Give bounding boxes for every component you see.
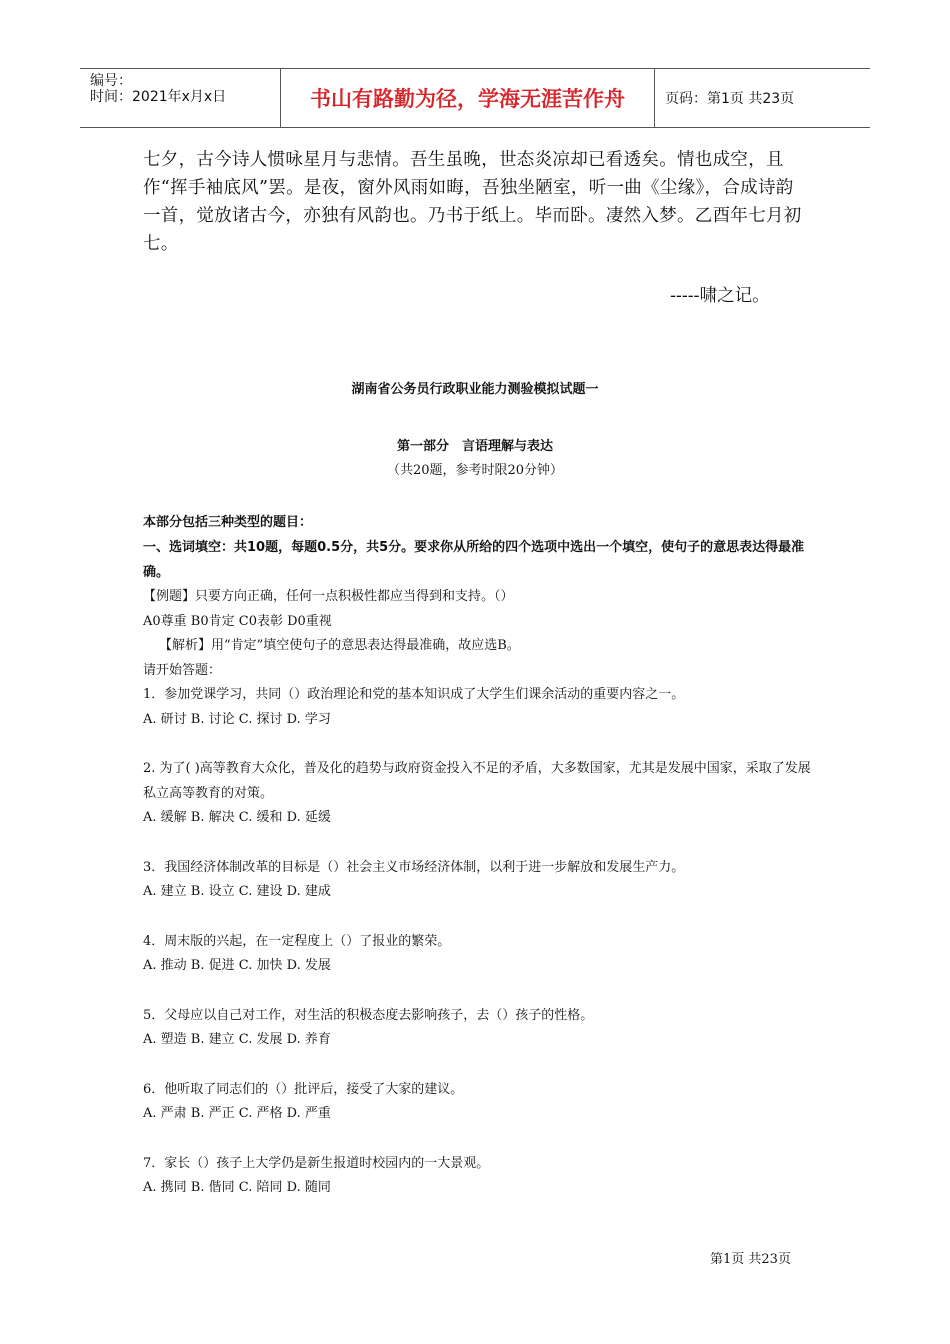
question-options: A. 严肃 B. 严正 C. 严格 D. 严重 — [143, 1106, 331, 1121]
example-analysis: 【解析】用“肯定”填空使句子的意思表达得最准确，故应选B。 — [159, 638, 520, 653]
part-time-note: （共20题，参考时限20分钟） — [386, 463, 564, 478]
question-options: A. 建立 B. 设立 C. 建设 D. 建成 — [143, 884, 331, 899]
question-stem: 3．我国经济体制改革的目标是（）社会主义市场经济体制，以利于进一步解放和发展生产力。 — [143, 859, 685, 875]
document-date-label: 时间：2021年x月x日 — [90, 89, 227, 105]
example-options: A0尊重 B0肯定 C0表彰 D0重视 — [143, 613, 332, 629]
header-page-number: 页码：第1页 共23页 — [665, 91, 795, 107]
question-stem: 4．周末版的兴起，在一定程度上（）了报业的繁荣。 — [143, 933, 451, 949]
intro-paragraph: 七夕，古今诗人惯咏星月与悲情。吾生虽晚，世态炎凉却已看透矣。情也成空，且作“挥手袖底风”罢。是夜，窗外风雨如晦，吾独坐陋室，听一曲《尘缘》，合成诗韵一首，觉放诸古今，亦独有风韵也。乃书于纸上。毕而卧。凄然入梦。乙酉年七月初七。 — [143, 150, 802, 254]
intro-signature: -----啸之记。 — [670, 286, 770, 306]
question-options: A. 缓解 B. 解决 C. 缓和 D. 延缓 — [143, 810, 331, 825]
part-heading: 第一部分 言语理解与表达 — [396, 439, 553, 454]
question-options: A. 推动 B. 促进 C. 加快 D. 发展 — [143, 958, 331, 973]
section-instruction: 一、选词填空：共10题，每题0.5分，共5分。要求你从所给的四个选项中选出一个填空，使句子的意思表达得最准确。 — [143, 540, 805, 580]
start-prompt: 请开始答题： — [143, 662, 222, 678]
question-stem: 1．参加党课学习，共同（）政治理论和党的基本知识成了大学生们课余活动的重要内容之一。 — [143, 687, 685, 702]
intro-passage — [143, 146, 811, 258]
example-stem: 【例题】只要方向正确，任何一点积极性都应当得到和支持。（） — [143, 589, 514, 604]
question-stem: 7．家长（）孩子上大学仍是新生报道时校园内的一大景观。 — [143, 1155, 490, 1171]
exam-body — [143, 510, 811, 1201]
question-types-intro: 本部分包括三种类型的题目： — [143, 515, 313, 530]
question-options: A. 携同 B. 偕同 C. 陪同 D. 随同 — [143, 1180, 331, 1195]
question-options: A. 塑造 B. 建立 C. 发展 D. 养育 — [143, 1032, 331, 1047]
question-stem: 6．他听取了同志们的（）批评后，接受了大家的建议。 — [143, 1081, 464, 1097]
header-meta — [80, 69, 281, 127]
header-motto: 书山有路勤为径，学海无涯苦作舟 — [281, 69, 655, 127]
document-number-label: 编号： — [90, 73, 132, 89]
footer-page-number: 第1页 共23页 — [710, 1252, 791, 1267]
question-stem: 5．父母应以自己对工作，对生活的积极态度去影响孩子，去（）孩子的性格。 — [143, 1007, 594, 1023]
question-options: A. 研讨 B. 讨论 C. 探讨 D. 学习 — [143, 711, 331, 727]
exam-title: 湖南省公务员行政职业能力测验模拟试题一 — [351, 382, 599, 397]
page-header — [80, 68, 870, 128]
question-stem: 2. 为了( )高等教育大众化，普及化的趋势与政府资金投入不足的矛盾，大多数国家，尤其是发展中国家，采取了发展私立高等教育的对策。 — [143, 761, 811, 801]
